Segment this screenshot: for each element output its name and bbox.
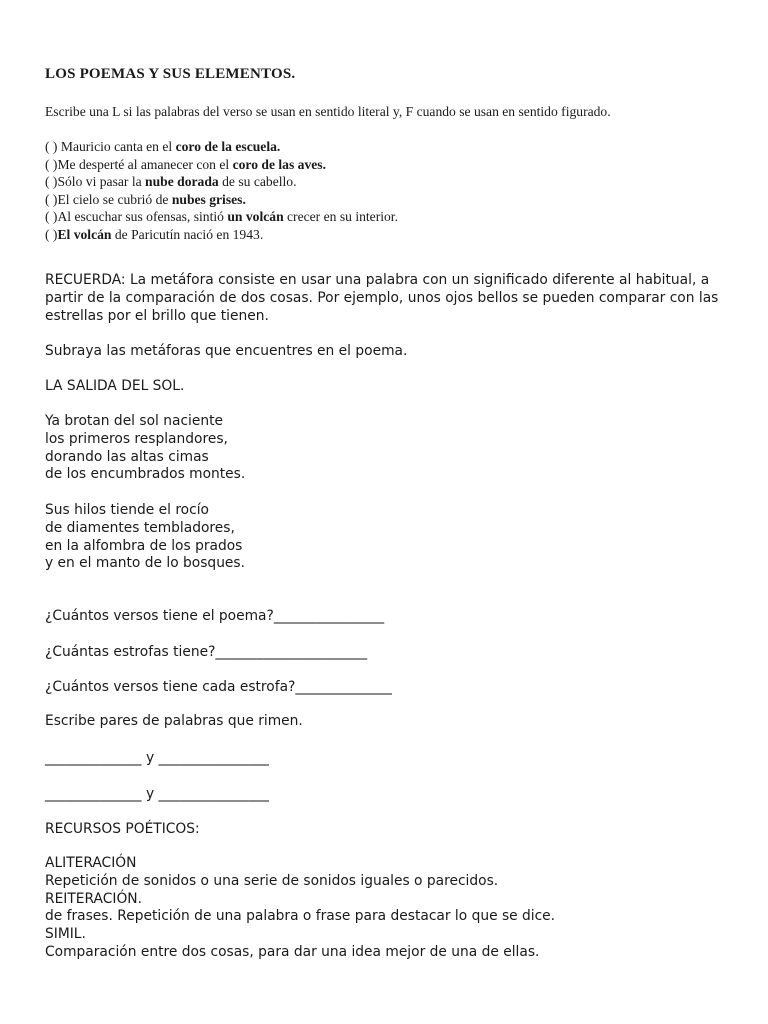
recuerda-line: estrellas por el brillo que tienen. <box>45 307 269 324</box>
literal-figurative-exercise <box>45 138 398 244</box>
question-verses-count: ¿Cuántos versos tiene el poema?________________ <box>45 608 385 624</box>
exercise-item: ( )El cielo se cubrió de nubes grises. <box>45 191 246 207</box>
recursos-heading: RECURSOS POÉTICOS: <box>45 821 200 837</box>
recursos-list <box>45 855 555 962</box>
exercise-item: ( )El volcán de Paricutín nació en 1943. <box>45 226 264 242</box>
question-stanzas-count: ¿Cuántas estrofas tiene?______________________ <box>45 644 368 660</box>
poem-verse: Sus hilos tiende el rocío <box>45 502 209 518</box>
rhyme-pair-line: ______________ y ________________ <box>45 786 269 802</box>
poem-verse: y en el manto de lo bosques. <box>45 555 245 572</box>
recurso-term: SIMIL. <box>45 926 86 943</box>
document-title: LOS POEMAS Y SUS ELEMENTOS. <box>45 66 296 82</box>
poem-verse: Ya brotan del sol naciente <box>45 413 223 429</box>
exercise-instruction: Escribe una L si las palabras del verso se usan en sentido literal y, F cuando se usan en sentido figurado. <box>45 104 611 119</box>
recurso-term: REITERACIÓN. <box>45 890 143 907</box>
exercise-item: ( )Al escuchar sus ofensas, sintió un volcán crecer en su interior. <box>45 209 398 225</box>
poem-stanza-2 <box>45 502 245 573</box>
recurso-definition: Repetición de sonidos o una serie de sonidos iguales o parecidos. <box>45 872 499 889</box>
poem-verse: en la alfombra de los prados <box>45 537 243 554</box>
rhyme-pair-line: ______________ y ________________ <box>45 750 269 766</box>
poem-title: LA SALIDA DEL SOL. <box>45 378 185 394</box>
recuerda-line: partir de la comparación de dos cosas. Por ejemplo, unos ojos bellos se pueden comparar con las <box>45 289 719 306</box>
question-verses-per-stanza: ¿Cuántos versos tiene cada estrofa?______________ <box>45 679 392 695</box>
poem-verse: de diamentes tembladores, <box>45 519 235 536</box>
exercise-item: ( )Sólo vi pasar la nube dorada de su cabello. <box>45 174 297 190</box>
poem-verse: los primeros resplandores, <box>45 430 228 447</box>
poem-verse: dorando las altas cimas <box>45 448 209 465</box>
recurso-definition: Comparación entre dos cosas, para dar una idea mejor de una de ellas. <box>45 943 540 960</box>
poem-verse: de los encumbrados montes. <box>45 466 246 483</box>
exercise-item: ( ) Mauricio canta en el coro de la escuela. <box>45 139 281 154</box>
recuerda-line: RECUERDA: La metáfora consiste en usar una palabra con un significado diferente al habitual, a <box>45 272 710 288</box>
recuerda-paragraph <box>45 272 718 325</box>
recurso-term: ALITERACIÓN <box>45 855 137 871</box>
rhyme-instruction: Escribe pares de palabras que rimen. <box>45 713 303 729</box>
exercise-item: ( )Me desperté al amanecer con el coro de las aves. <box>45 156 326 172</box>
poem-stanza-1 <box>45 413 245 484</box>
underline-instruction: Subraya las metáforas que encuentres en el poema. <box>45 343 408 359</box>
recurso-definition: de frases. Repetición de una palabra o frase para destacar lo que se dice. <box>45 908 556 925</box>
